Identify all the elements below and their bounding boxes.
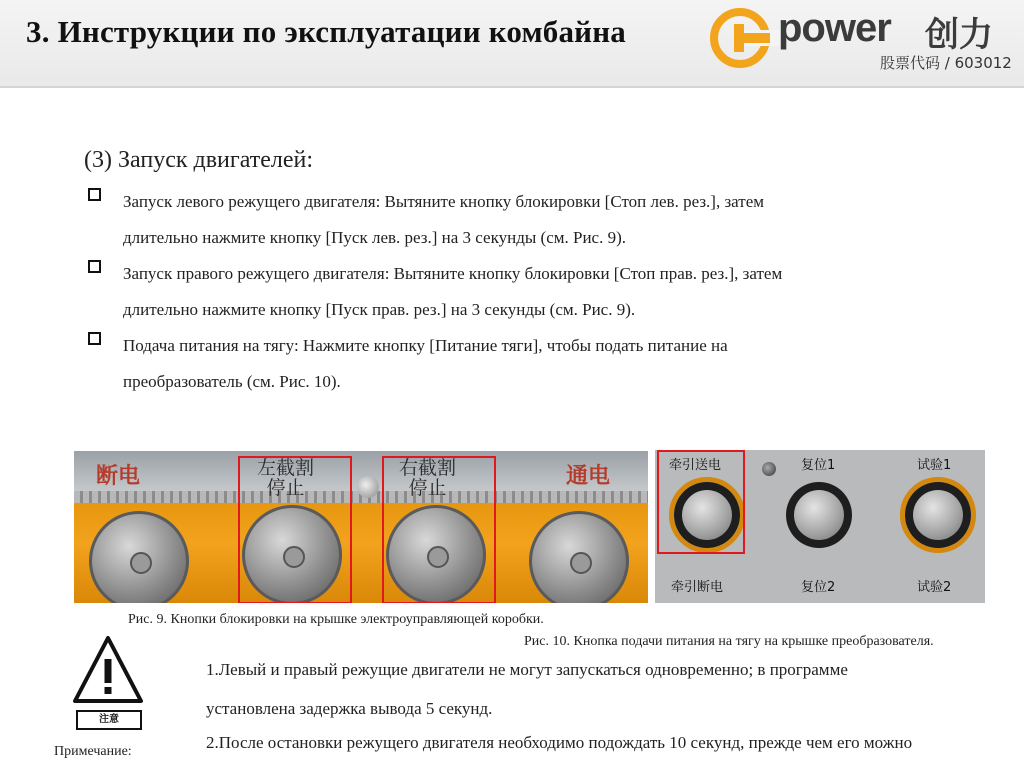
logo-chinese: 创力 bbox=[925, 15, 993, 55]
figure-10-photo bbox=[655, 450, 985, 603]
logo-c-icon bbox=[710, 8, 780, 68]
warning-triangle-icon bbox=[72, 635, 144, 707]
note-line-2: установлена задержка вывода 5 секунд. bbox=[206, 699, 493, 718]
knob-power-off bbox=[89, 511, 189, 603]
label-reset-2: 复位2 bbox=[801, 580, 836, 595]
note-line-1: 1.Левый и правый режущие двигатели не могут запускаться одновременно; в программе bbox=[206, 660, 848, 679]
bullet-text: Подача питания на тягу: Нажмите кнопку [Питание тяги], чтобы подать питание на преобразователь (см. Рис. 10). bbox=[123, 336, 728, 391]
slide-header bbox=[0, 0, 1024, 88]
knob-reset bbox=[786, 482, 852, 548]
figure-10-caption: Рис. 10. Кнопка подачи питания на тягу на крышке преобразователя. bbox=[524, 634, 934, 649]
bullet-left-cutting-motor bbox=[88, 184, 948, 256]
label-power-on: 通电 bbox=[566, 464, 611, 489]
highlight-right-cut-stop bbox=[382, 456, 496, 603]
label-right-cut-stop: 右截割 停止 bbox=[399, 457, 457, 499]
logo-word: power bbox=[778, 6, 891, 50]
note-line-3: 2.После остановки режущего двигателя необходимо подождать 10 секунд, прежде чем его можно bbox=[206, 733, 913, 752]
section-title: (3) Запуск двигателей: bbox=[84, 147, 314, 173]
highlight-left-cut-stop bbox=[238, 456, 352, 603]
note-label: Примечание: bbox=[54, 744, 132, 759]
bullet-text: Запуск левого режущего двигателя: Вытяните кнопку блокировки [Стоп лев. рез.], затем длительно нажмите кнопку [Пуск лев. рез.] на 3 секунды (см. Рис. 9). bbox=[123, 192, 765, 247]
bullet-square-icon bbox=[88, 260, 101, 273]
header-divider bbox=[0, 86, 1024, 88]
knob-power-on bbox=[529, 511, 629, 603]
bullet-square-icon bbox=[88, 332, 101, 345]
slide-title: 3. Инструкции по эксплуатации комбайна bbox=[26, 14, 627, 49]
label-test-1: 试验1 bbox=[917, 458, 952, 473]
highlight-traction-power bbox=[657, 450, 745, 554]
bullet-square-icon bbox=[88, 188, 101, 201]
screw bbox=[357, 476, 379, 498]
figure-9-caption: Рис. 9. Кнопки блокировки на крышке электроуправляющей коробки. bbox=[128, 612, 544, 627]
label-traction-power-off: 牵引断电 bbox=[671, 580, 724, 595]
label-power-off: 断电 bbox=[96, 464, 141, 489]
figure-9-photo bbox=[74, 451, 648, 603]
warning-block bbox=[72, 635, 144, 730]
company-logo bbox=[708, 2, 1024, 82]
label-traction-power-on: 牵引送电 bbox=[669, 458, 722, 473]
knob-test bbox=[905, 482, 971, 548]
label-reset-1: 复位1 bbox=[801, 458, 836, 473]
bullet-right-cutting-motor bbox=[88, 256, 948, 328]
logo-stock-code: 股票代码 / 603012 bbox=[880, 54, 1012, 72]
warning-tag: 注意 bbox=[76, 710, 142, 730]
bullet-text: Запуск правого режущего двигателя: Вытяните кнопку блокировки [Стоп прав. рез.], затем длительно нажмите кнопку [Пуск прав. рез.] на 3 секунды (см. Рис. 9). bbox=[123, 264, 783, 319]
bullet-traction-power bbox=[88, 328, 948, 400]
label-test-2: 试验2 bbox=[917, 580, 952, 595]
label-left-cut-stop: 左截割 停止 bbox=[257, 457, 315, 499]
indicator-lamp bbox=[762, 462, 776, 476]
